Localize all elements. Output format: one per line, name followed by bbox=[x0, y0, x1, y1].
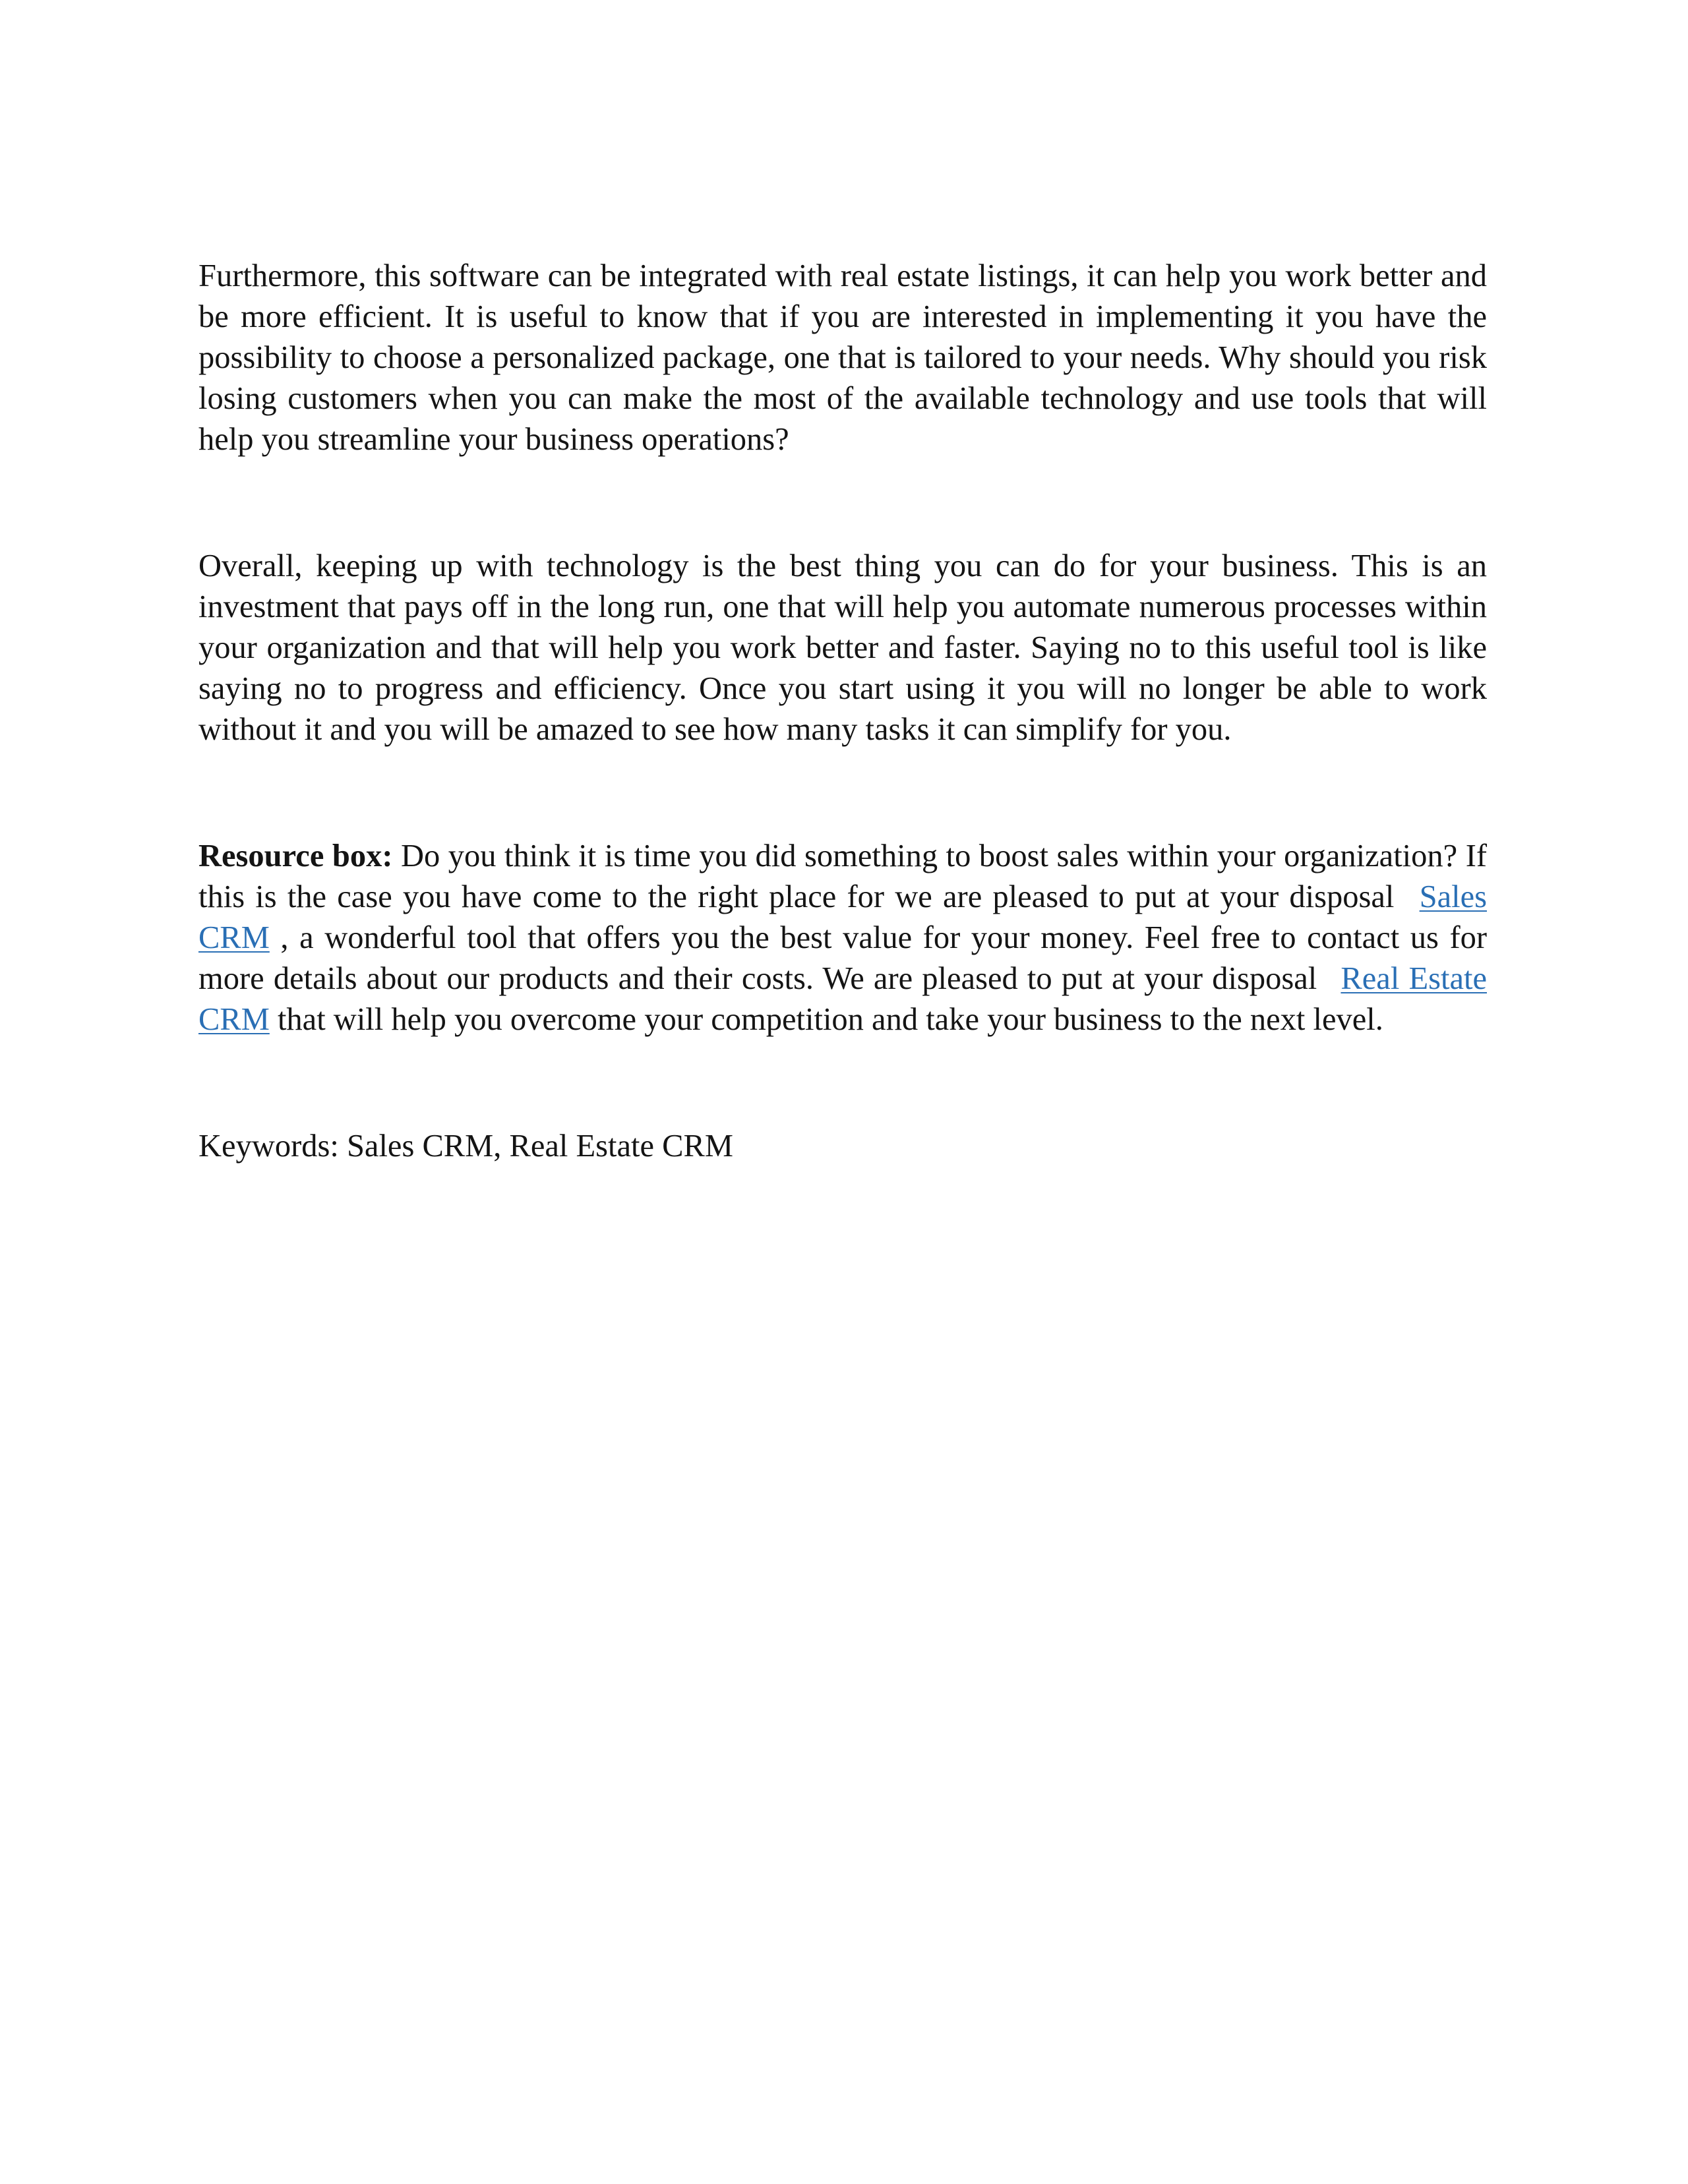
document-body bbox=[198, 256, 1487, 1167]
resource-box-text-3: that will help you overcome your competition and take your business to the next level. bbox=[269, 1002, 1383, 1037]
resource-box-text-1: Do you think it is time you did something to boost sales within your organization? If this is the case you have come to the right place for we are pleased to put at your disposal bbox=[198, 839, 1487, 914]
real-estate-crm-link[interactable]: Real Estate CRM bbox=[198, 961, 1487, 1037]
paragraph-overall: Overall, keeping up with technology is the best thing you can do for your business. This is an investment that pays off in the long run, one that will help you automate numerous processes within your organization and that will help you work better and faster. Saying no to this useful tool is like saying no to progress and efficiency. Once you start using it you will no longer be able to work without it and you will be amazed to see how many tasks it can simplify for you. bbox=[198, 548, 1487, 747]
resource-box-label: Resource box: bbox=[198, 839, 393, 873]
resource-box-text-2: , a wonderful tool that offers you the best value for your money. Feel free to contact us for more details about our products and their costs. We are pleased to put at your disposal bbox=[198, 920, 1487, 996]
keywords-line: Keywords: Sales CRM, Real Estate CRM bbox=[198, 1129, 733, 1164]
resource-box-paragraph bbox=[198, 836, 1487, 1040]
paragraph-furthermore: Furthermore, this software can be integrated with real estate listings, it can help you work better and be more efficient. It is useful to know that if you are interested in implementing it you have the possibility to choose a personalized package, one that is tailored to your needs. Why should you risk losing customers when you can make the most of the available technology and use tools that will help you streamline your business operations? bbox=[198, 258, 1487, 457]
sales-crm-link[interactable]: Sales CRM bbox=[198, 879, 1487, 955]
